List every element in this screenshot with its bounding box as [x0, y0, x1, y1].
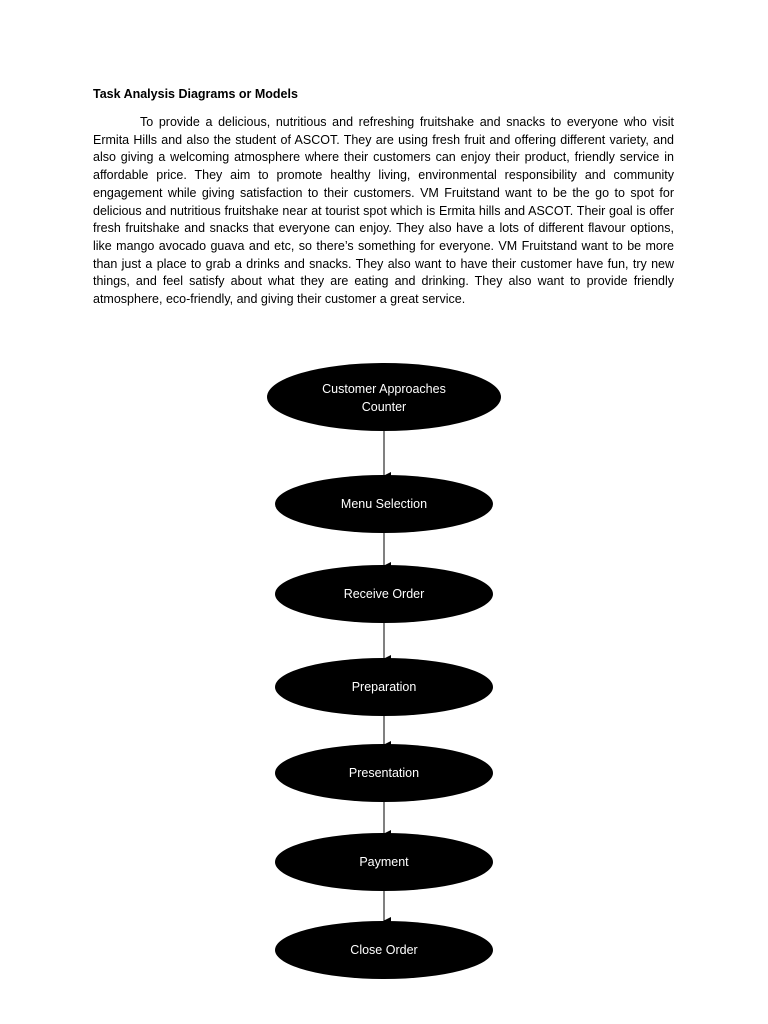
flow-node-customer-approaches: [267, 363, 501, 431]
node-label: Payment: [359, 855, 409, 869]
node-label: Customer Approaches: [322, 382, 446, 396]
flow-node-preparation: [275, 658, 493, 716]
node-label: Receive Order: [343, 587, 425, 601]
flow-node-presentation: [275, 744, 493, 802]
node-label: Presentation: [348, 766, 420, 780]
flow-node-menu-selection: [275, 475, 493, 533]
intro-paragraph: To provide a delicious, nutritious and refreshing fruitshake and snacks to everyone who visit Ermita Hills and also the student of ASCOT. They are using fresh fruit and offering different variety, and also giving a welcoming atmosphere where their customers can enjoy their product, friendly service in affordable price. They aim to promote healthy living, environmental responsibility and community engagement while giving satisfaction to their customers. VM Fruitstand want to be the go to spot for delicious and nutritious fruitshake near at tourist spot which is Ermita hills and ASCOT. Their goal is offer fresh fruitshake and snacks that everyone can enjoy. They also have a lots of different flavour options, like mango avocado guava and etc, so there’s something for everyone. VM Fruitstand want to be more than just a place to grab a drinks and snacks. They also want to have their customer have fun, try new things, and feel satisfy about what they are eating and drinking. They also want to provide friendly atmosphere, eco-friendly, and giving their customer a great service.: [93, 115, 674, 307]
node-label: Preparation: [351, 680, 417, 694]
flow-node-close-order: [275, 921, 493, 979]
node-label: Close Order: [350, 943, 418, 957]
section-heading: Task Analysis Diagrams or Models: [93, 87, 298, 101]
flow-node-payment: [275, 833, 493, 891]
flow-node-receive-order: [275, 565, 493, 623]
node-label: Menu Selection: [340, 497, 428, 511]
node-label: Counter: [361, 400, 407, 414]
